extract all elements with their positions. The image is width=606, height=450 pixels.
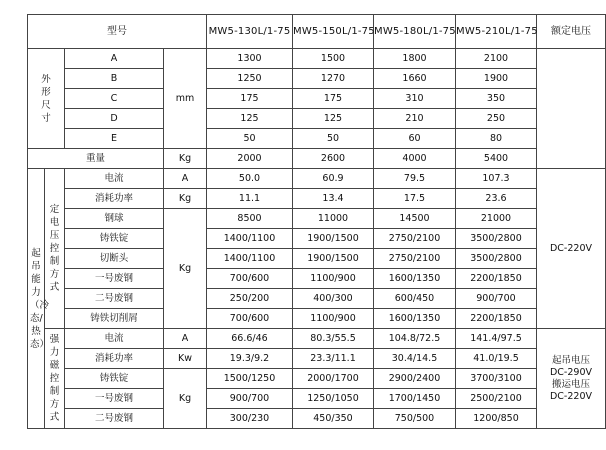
table-row [28,89,606,109]
cell: 13.4 [293,189,374,209]
cell: 1100/900 [293,309,374,329]
dimensions-unit: mm [164,49,207,149]
row-label: 铸铁锭 [65,229,164,249]
row-label: D [65,109,164,129]
cell: 125 [293,109,374,129]
cell: 1700/1450 [374,389,456,409]
cell: 14500 [374,209,456,229]
row-label: 一号废钢 [65,389,164,409]
model-column-1: MW5-130L/1-75 [207,15,293,49]
cell: 900/700 [207,389,293,409]
cell: 50.0 [207,169,293,189]
table-row [28,349,606,369]
cell: 1100/900 [293,269,374,289]
row-unit: A [164,329,207,349]
cell: 600/450 [374,289,456,309]
table-row [28,189,606,209]
cell: 2200/1850 [456,269,537,289]
lifting-voltage-value: DC-290V [549,366,592,378]
cell: 50 [293,129,374,149]
model-header: 型号 [28,15,207,49]
cell: 8500 [207,209,293,229]
cell: 60 [374,129,456,149]
cell: 750/500 [374,409,456,429]
cell: 125 [207,109,293,129]
table-row [28,389,606,409]
cell: 23.3/11.1 [293,349,374,369]
strong-excitation-rated-voltage [537,329,606,429]
cell: 2900/2400 [374,369,456,389]
cell: 1200/850 [456,409,537,429]
cell: 41.0/19.5 [456,349,537,369]
cell: 1900/1500 [293,229,374,249]
row-label: 一号废钢 [65,269,164,289]
carrying-voltage-label: 搬运电压 [551,378,590,390]
cell: 210 [374,109,456,129]
cell: 250 [456,109,537,129]
cell: 1300 [207,49,293,69]
model-column-2: MW5-150L/1-75 [293,15,374,49]
cell: 30.4/14.5 [374,349,456,369]
cell: 1270 [293,69,374,89]
cell: 141.4/97.5 [456,329,537,349]
cell: 2750/2100 [374,249,456,269]
cell: 50 [207,129,293,149]
row-label: C [65,89,164,109]
cell: 1600/1350 [374,309,456,329]
cell: 17.5 [374,189,456,209]
cell: 4000 [374,149,456,169]
table-row [28,329,606,349]
cell: 3500/2800 [456,229,537,249]
cell: 250/200 [207,289,293,309]
table-row [28,169,606,189]
table-row [28,49,606,69]
cell: 1400/1100 [207,249,293,269]
table-row [28,249,606,269]
cell: 3700/3100 [456,369,537,389]
carrying-voltage-value: DC-220V [549,390,592,402]
cell: 1500/1250 [207,369,293,389]
table-row [28,269,606,289]
cell: 2000/1700 [293,369,374,389]
cell: 1900 [456,69,537,89]
rated-voltage-empty [537,49,606,169]
cell: 350 [456,89,537,109]
rated-voltage-header: 额定电压 [537,15,606,49]
table-row [28,289,606,309]
row-label: 电流 [65,169,164,189]
cell: 80.3/55.5 [293,329,374,349]
table-row [28,309,606,329]
spec-table [27,14,606,429]
capacity-unit: Kg [164,209,207,329]
cell: 175 [207,89,293,109]
cell: 1800 [374,49,456,69]
cell: 2500/2100 [456,389,537,409]
cell: 19.3/9.2 [207,349,293,369]
cell: 23.6 [456,189,537,209]
cell: 104.8/72.5 [374,329,456,349]
table-row [28,69,606,89]
cell: 80 [456,129,537,149]
cell: 2200/1850 [456,309,537,329]
row-label: 切断头 [65,249,164,269]
cell: 21000 [456,209,537,229]
row-label: 消耗功率 [65,189,164,209]
constant-voltage-group-label: 定电压控制方式 [45,169,65,329]
row-label: 铸铁锭 [65,369,164,389]
cell: 3500/2800 [456,249,537,269]
table-row [28,109,606,129]
table-row [28,209,606,229]
table-row [28,229,606,249]
model-column-4: MW5-210L/1-75 [456,15,537,49]
table-row [28,129,606,149]
row-label: A [65,49,164,69]
weight-label: 重量 [28,149,164,169]
table-row [28,369,606,389]
cell: 2750/2100 [374,229,456,249]
row-label: 铸铁切削屑 [65,309,164,329]
cell: 700/600 [207,269,293,289]
row-label: 电流 [65,329,164,349]
cell: 300/230 [207,409,293,429]
cell: 1250/1050 [293,389,374,409]
header-row [28,15,606,49]
cell: 700/600 [207,309,293,329]
dimensions-group-label: 外形尺寸 [28,49,65,149]
cell: 66.6/46 [207,329,293,349]
cell: 450/350 [293,409,374,429]
cell: 400/300 [293,289,374,309]
strong-excitation-group-label: 强力磁控制方式 [45,329,65,429]
weight-row [28,149,606,169]
cell: 107.3 [456,169,537,189]
cell: 310 [374,89,456,109]
weight-unit: Kg [164,149,207,169]
lifting-capacity-group-label: 起吊能力（冷态/热态） [28,169,45,429]
row-label: B [65,69,164,89]
row-label: E [65,129,164,149]
cell: 1660 [374,69,456,89]
capacity-unit: Kg [164,369,207,429]
cell: 2000 [207,149,293,169]
row-unit: Kg [164,189,207,209]
cell: 1400/1100 [207,229,293,249]
cell: 5400 [456,149,537,169]
cell: 900/700 [456,289,537,309]
row-unit: Kw [164,349,207,369]
cell: 1600/1350 [374,269,456,289]
table-row [28,409,606,429]
cell: 1500 [293,49,374,69]
cell: 60.9 [293,169,374,189]
cell: 79.5 [374,169,456,189]
cell: 1900/1500 [293,249,374,269]
cell: 1250 [207,69,293,89]
model-column-3: MW5-180L/1-75 [374,15,456,49]
cell: 11000 [293,209,374,229]
constant-voltage-rated-voltage: DC-220V [537,169,606,329]
row-label: 二号废钢 [65,409,164,429]
cell: 2600 [293,149,374,169]
row-label: 二号废钢 [65,289,164,309]
lifting-voltage-label: 起吊电压 [551,354,590,366]
cell: 11.1 [207,189,293,209]
cell: 175 [293,89,374,109]
row-label: 钢球 [65,209,164,229]
cell: 2100 [456,49,537,69]
row-label: 消耗功率 [65,349,164,369]
row-unit: A [164,169,207,189]
